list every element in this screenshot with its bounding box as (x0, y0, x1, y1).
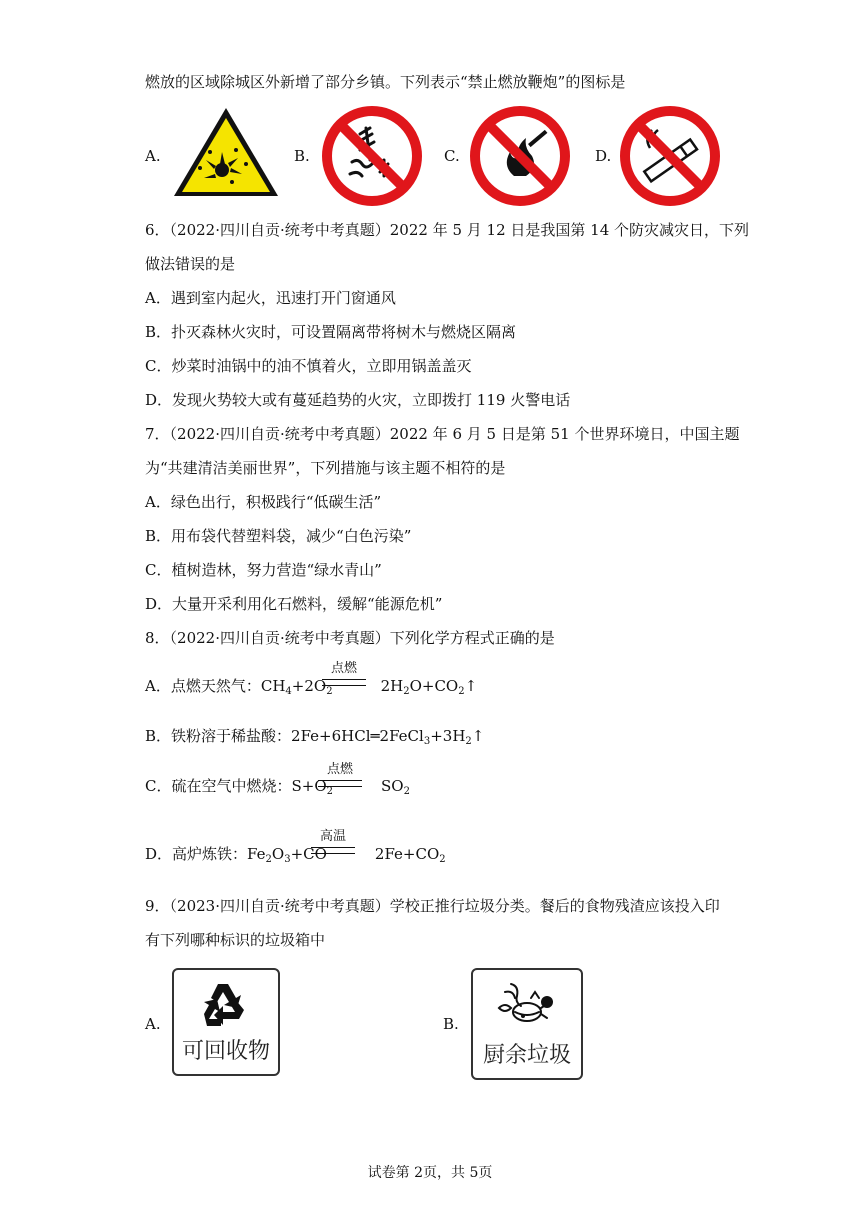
question-5-stem-tail: 燃放的区域除城区外新增了部分乡镇。下列表示“禁止燃放鞭炮”的图标是 (145, 73, 626, 91)
recyclable-waste-sign[interactable] (172, 968, 280, 1076)
q8-option-d-products: $2Fe+CO_2$ (374, 845, 446, 865)
food-waste-caption: 厨余垃圾 (482, 1043, 571, 1068)
page-footer: 试卷第 2页，共 5页 (367, 1165, 493, 1181)
q6-option-a[interactable]: A．遇到室内起火，迅速打开门窗通风 (145, 289, 396, 307)
recycle-icon (200, 980, 252, 1030)
q8-option-a-reactants: $CH_4+2O_2$ (260, 677, 333, 697)
food-waste-icon (491, 978, 563, 1034)
q8-option-a-prefix: A．点燃天然气： (145, 677, 261, 695)
q8-option-d-prefix: D．高炉炼铁： (145, 845, 248, 863)
q8-option-a[interactable] (145, 676, 477, 696)
q9-option-b-label[interactable]: B. (443, 1015, 459, 1033)
q7-stem-line2: 为“共建清洁美丽世界”，下列措施与该主题不相符的是 (145, 459, 506, 477)
q5-option-d-label[interactable]: D. (595, 147, 612, 165)
q8-option-d-reactants: $Fe_2O_3+CO$ (247, 845, 327, 865)
q8-a-condition: 点燃 (330, 661, 357, 676)
recyclable-caption: 可回收物 (181, 1039, 270, 1064)
q8-option-c-products: $SO_2$ (381, 777, 410, 797)
q8-d-equals-sign (311, 847, 355, 854)
q9-stem-line2: 有下列哪种标识的垃圾箱中 (145, 931, 326, 949)
q6-option-d[interactable]: D．发现火势较大或有蔓延趋势的火灾，立即拨打 119 火警电话 (145, 391, 571, 409)
q6-option-b[interactable]: B．扑灭森林火灾时，可设置隔离带将树木与燃烧区隔离 (145, 323, 517, 341)
no-firecrackers-icon[interactable] (320, 104, 424, 208)
q7-option-c[interactable]: C．植树造林，努力营造“绿水青山” (145, 561, 382, 579)
q5-option-b-label[interactable]: B. (294, 147, 310, 165)
q5-option-a-label[interactable]: A. (145, 147, 161, 165)
q9-stem-line1: 9．（2023·四川自贡·统考中考真题）学校正推行垃圾分类。餐后的食物残渣应该投入印 (145, 897, 720, 915)
q8-option-c[interactable] (145, 776, 410, 796)
q8-option-c-reactants: $S+O_2$ (291, 777, 334, 797)
q8-c-equals-sign (318, 780, 362, 787)
q8-d-condition: 高温 (319, 829, 346, 844)
no-open-flame-icon[interactable] (468, 104, 572, 208)
q9-option-a-label[interactable]: A. (145, 1015, 161, 1033)
q8-option-a-products: $2H_2O+CO_2↑$ (380, 677, 478, 697)
q6-stem-line2: 做法错误的是 (145, 255, 236, 273)
q8-option-b-prefix: B．铁粉溶于稀盐酸： (145, 727, 292, 745)
q7-option-a[interactable]: A．绿色出行，积极践行“低碳生活” (145, 493, 382, 511)
q8-option-c-prefix: C．硫在空气中燃烧： (145, 777, 292, 795)
q8-option-b-equation: $2Fe+6HCl═2FeCl_3+3H_2↑$ (291, 727, 485, 747)
q8-stem: 8．（2022·四川自贡·统考中考真题）下列化学方程式正确的是 (145, 629, 555, 647)
q8-option-d[interactable] (145, 844, 446, 864)
q8-option-b[interactable] (145, 726, 484, 746)
q7-option-b[interactable]: B．用布袋代替塑料袋，减少“白色污染” (145, 527, 412, 545)
food-waste-sign[interactable] (471, 968, 583, 1080)
q8-c-condition: 点燃 (326, 762, 353, 777)
q5-option-c-label[interactable]: C. (444, 147, 460, 165)
q7-option-d[interactable]: D．大量开采利用化石燃料，缓解“能源危机” (145, 595, 443, 613)
no-smoking-icon[interactable] (618, 104, 722, 208)
q7-stem-line1: 7．（2022·四川自贡·统考中考真题）2022 年 6 月 5 日是第 51 个世界环境日，中国主题 (145, 425, 740, 443)
q6-stem-line1: 6．（2022·四川自贡·统考中考真题）2022 年 5 月 12 日是我国第 14 个防灾减灾日，下列 (145, 221, 750, 239)
explosive-warning-icon[interactable] (170, 104, 282, 200)
q8-a-equals-sign (322, 679, 366, 686)
q6-option-c[interactable]: C．炒菜时油锅中的油不慎着火，立即用锅盖盖灭 (145, 357, 472, 375)
